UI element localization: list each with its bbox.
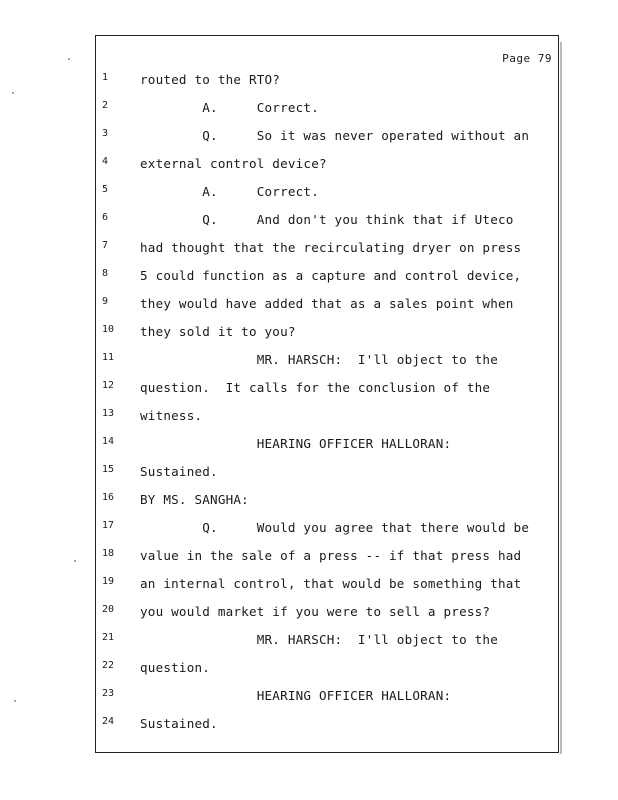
line-number: 11 — [102, 352, 115, 363]
line-text: routed to the RTO? — [140, 72, 281, 87]
transcript-line — [96, 576, 560, 596]
line-text: an internal control, that would be something that — [140, 576, 522, 591]
transcript-line — [96, 660, 560, 680]
line-text: witness. — [140, 408, 203, 423]
transcript-line — [96, 212, 560, 232]
transcript-line — [96, 324, 560, 344]
transcript-line — [96, 128, 560, 148]
line-number: 13 — [102, 408, 115, 419]
line-text: MR. HARSCH: I'll object to the — [140, 352, 498, 367]
transcript-line — [96, 492, 560, 512]
line-text: Q. And don't you think that if Uteco — [140, 212, 514, 227]
transcript-line — [96, 408, 560, 428]
page-number: Page 79 — [502, 52, 552, 65]
transcript-line — [96, 296, 560, 316]
line-number: 14 — [102, 436, 115, 447]
line-text: Q. So it was never operated without an — [140, 128, 530, 143]
line-text: question. — [140, 660, 211, 675]
line-text: BY MS. SANGHA: — [140, 492, 249, 507]
line-number: 3 — [102, 128, 109, 139]
line-number: 17 — [102, 520, 115, 531]
line-number: 16 — [102, 492, 115, 503]
line-text: A. Correct. — [140, 100, 319, 115]
line-text: Sustained. — [140, 464, 218, 479]
transcript-line — [96, 688, 560, 708]
line-text: Sustained. — [140, 716, 218, 731]
line-text: value in the sale of a press -- if that press had — [140, 548, 522, 563]
line-number: 12 — [102, 380, 115, 391]
line-text: 5 could function as a capture and control device, — [140, 268, 522, 283]
line-text: external control device? — [140, 156, 327, 171]
transcript-line — [96, 548, 560, 568]
scan-speck — [14, 700, 16, 702]
line-text: they would have added that as a sales point when — [140, 296, 514, 311]
transcript-line — [96, 156, 560, 176]
transcript-line — [96, 632, 560, 652]
transcript-line — [96, 240, 560, 260]
line-text: A. Correct. — [140, 184, 319, 199]
line-number: 18 — [102, 548, 115, 559]
transcript-line — [96, 604, 560, 624]
line-text: Q. Would you agree that there would be — [140, 520, 530, 535]
line-number: 1 — [102, 72, 109, 83]
line-number: 20 — [102, 604, 115, 615]
line-text: HEARING OFFICER HALLORAN: — [140, 436, 452, 451]
transcript-line — [96, 716, 560, 736]
transcript-line — [96, 352, 560, 372]
line-number: 4 — [102, 156, 109, 167]
transcript-line — [96, 72, 560, 92]
line-number: 23 — [102, 688, 115, 699]
scan-speck — [74, 560, 76, 562]
line-number: 10 — [102, 324, 115, 335]
transcript-line — [96, 100, 560, 120]
scan-speck — [68, 58, 70, 60]
transcript-line — [96, 268, 560, 288]
line-text: question. It calls for the conclusion of the — [140, 380, 491, 395]
transcript-line — [96, 520, 560, 540]
line-text: they sold it to you? — [140, 324, 296, 339]
transcript-line — [96, 436, 560, 456]
line-text: you would market if you were to sell a press? — [140, 604, 491, 619]
line-number: 6 — [102, 212, 109, 223]
line-number: 7 — [102, 240, 109, 251]
line-text: MR. HARSCH: I'll object to the — [140, 632, 498, 647]
line-number: 22 — [102, 660, 115, 671]
line-number: 8 — [102, 268, 109, 279]
line-number: 9 — [102, 296, 109, 307]
scan-speck — [12, 92, 14, 94]
transcript-page — [95, 35, 559, 753]
line-number: 24 — [102, 716, 115, 727]
line-text: HEARING OFFICER HALLORAN: — [140, 688, 452, 703]
line-number: 15 — [102, 464, 115, 475]
transcript-line — [96, 184, 560, 204]
line-number: 21 — [102, 632, 115, 643]
transcript-line — [96, 464, 560, 484]
line-text: had thought that the recirculating dryer on press — [140, 240, 522, 255]
line-number: 19 — [102, 576, 115, 587]
transcript-line — [96, 380, 560, 400]
line-number: 5 — [102, 184, 109, 195]
line-number: 2 — [102, 100, 109, 111]
